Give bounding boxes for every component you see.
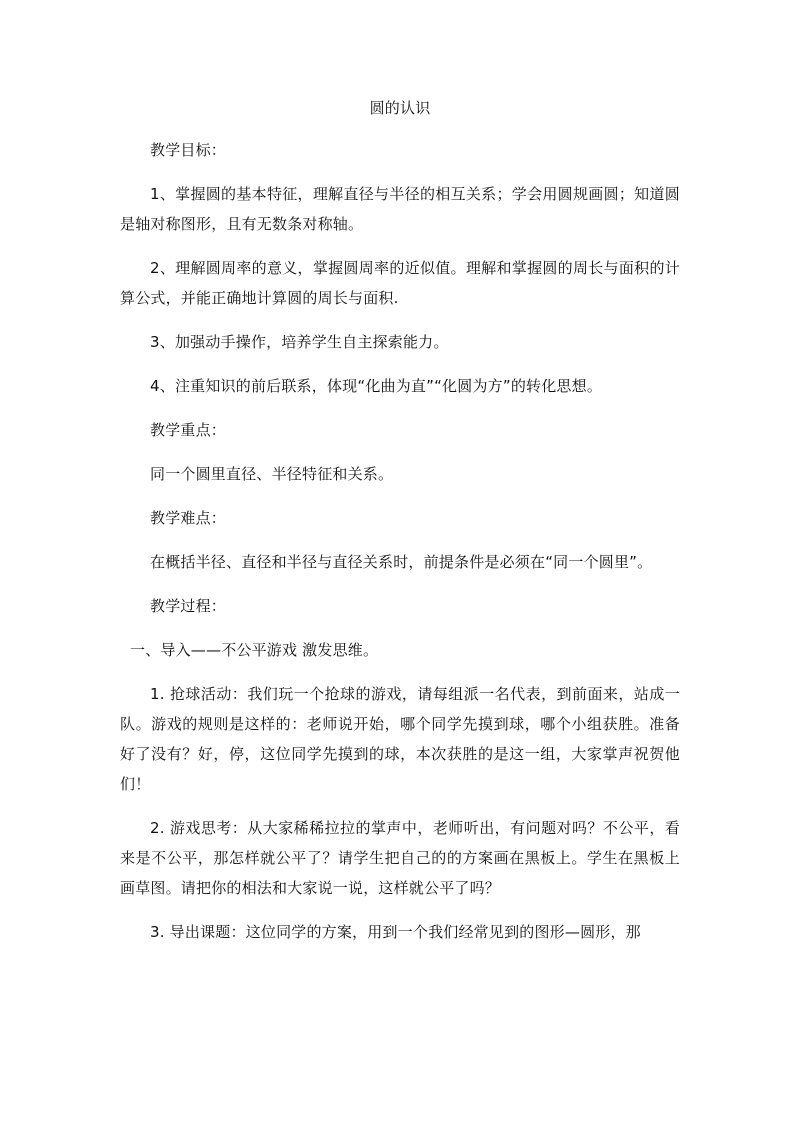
section-heading-key-points: 教学重点：: [150, 421, 227, 439]
process-step-3: 3. 导出课题：这位同学的方案，用到一个我们经常见到的图形—圆形，那: [150, 923, 641, 941]
document-title: 圆的认识: [369, 99, 431, 117]
section-heading-objectives: 教学目标：: [150, 141, 227, 159]
process-step-1: 1. 抢球活动：我们玩一个抢球的游戏，请每组派一名代表，到前面来，站成一队。游戏的规则是这样的：老师说开始，哪个同学先摸到球，哪个小组获胜。准备好了没有？好，停，这位同学先摸到的球，本次获胜的是这一组，大家掌声祝贺他们！: [120, 685, 680, 793]
document-content: [120, 95, 680, 961]
objective-item-1: 1、掌握圆的基本特征，理解直径与半径的相互关系；学会用圆规画圆；知道圆是轴对称图形，且有无数条对称轴。: [120, 185, 680, 233]
section-heading-difficulties: 教学难点：: [150, 509, 227, 527]
objective-item-2: 2、理解圆周率的意义，掌握圆周率的近似值。理解和掌握圆的周长与面积的计算公式，并能正确地计算圆的周长与面积.: [120, 259, 680, 307]
objective-item-4: 4、注重知识的前后联系，体现“化曲为直”“化圆为方”的转化思想。: [150, 377, 603, 395]
process-step-2: 2. 游戏思考：从大家稀稀拉拉的掌声中，老师听出，有问题对吗？不公平，看来是不公平，那怎样就公平了？请学生把自己的的方案画在黑板上。学生在黑板上画草图。请把你的相法和大家说一说，这样就公平了吗？: [120, 819, 680, 897]
objective-item-3: 3、加强动手操作，培养学生自主探索能力。: [150, 333, 449, 351]
key-points-text: 同一个圆里直径、半径特征和关系。: [150, 465, 394, 483]
difficulties-text: 在概括半径、直径和半径与直径关系时，前提条件是必须在“同一个圆里”。: [150, 553, 653, 571]
process-section-1-heading: 一、导入——不公平游戏 激发思维。: [130, 641, 379, 659]
section-heading-process: 教学过程：: [150, 597, 227, 615]
